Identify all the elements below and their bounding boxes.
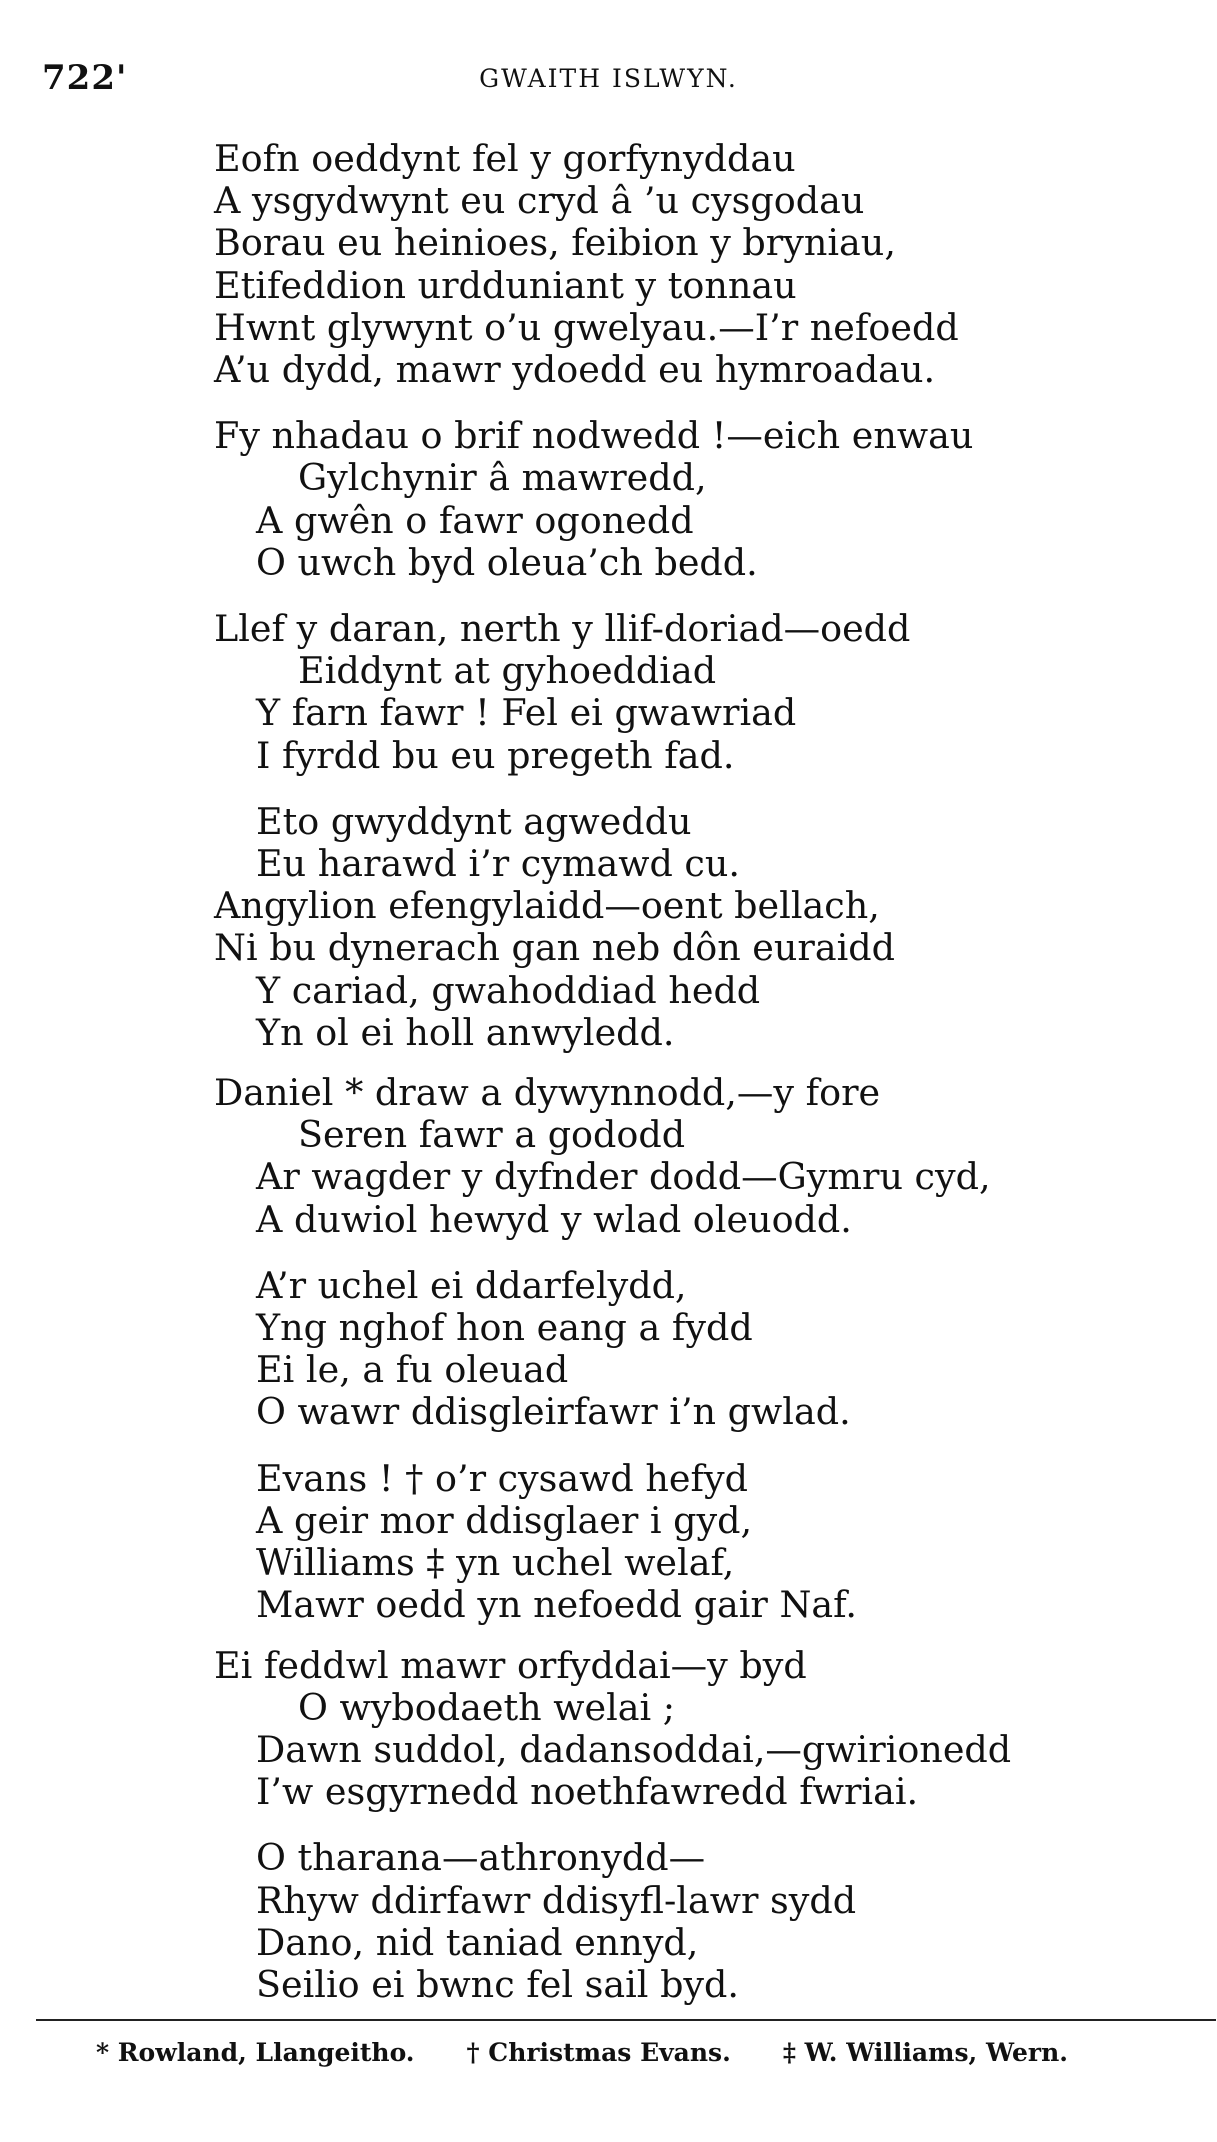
poem-line: Eto gwyddynt agweddu (256, 799, 692, 843)
stanza (214, 1072, 1194, 1241)
poem-line: Y farn fawr ! Fel ei gwawriad (256, 691, 797, 735)
poem-line: Hwnt glywynt o’u gwelyau.—I’r nefoedd (214, 305, 959, 349)
poem-line: Rhyw ddirfawr ddisyfl-lawr sydd (256, 1878, 857, 1922)
poem-line: Evans ! † o’r cysawd hefyd (256, 1456, 748, 1500)
poem-line: Gylchynir â mawredd, (298, 456, 707, 500)
page-number: 722' (42, 58, 128, 98)
footnote-1: * Rowland, Llangeitho. (96, 2038, 415, 2067)
poem-line: O uwch byd oleua’ch bedd. (256, 540, 758, 584)
stanza (214, 1458, 1194, 1627)
poem-line: O tharana—athronydd— (256, 1836, 706, 1880)
stanza (214, 1645, 1194, 1814)
poem-line: Mawr oedd yn nefoedd gair Naf. (256, 1583, 857, 1627)
poem-line: Y cariad, gwahoddiad hedd (256, 968, 761, 1012)
poem-line: Ei feddwl mawr orfyddai—y byd (214, 1643, 807, 1687)
poem-line: Fy nhadau o brif nodwedd !—eich enwau (214, 414, 974, 458)
poem-line: Eu harawd i’r cymawd cu. (256, 842, 740, 886)
poem-line: I’w esgyrnedd noethfawredd fwriai. (256, 1770, 919, 1814)
poem-line: Angylion efengylaidd—oent bellach, (214, 884, 880, 928)
poem-line: Seilio ei bwnc fel sail byd. (256, 1962, 740, 2006)
poem-line: A’u dydd, mawr ydoedd eu hymroadau. (214, 348, 936, 392)
poem-line: Ni bu dynerach gan neb dôn euraidd (214, 926, 896, 970)
poem-line: A’r uchel ei ddarfelydd, (256, 1263, 687, 1307)
poem-line: Etifeddion urdduniant y tonnau (214, 263, 797, 307)
poem-body (214, 138, 1194, 2024)
poem-line: A duwiol hewyd y wlad oleuodd. (256, 1197, 852, 1241)
footnotes (96, 2038, 1196, 2067)
stanza (214, 801, 1194, 1054)
footnote-3: ‡ W. Williams, Wern. (782, 2038, 1068, 2067)
poem-line: Ar wagder y dyfnder dodd—Gymru cyd, (256, 1155, 991, 1199)
poem-line: Yn ol ei holl anwyledd. (256, 1010, 675, 1054)
running-title: GWAITH ISLWYN. (479, 64, 738, 93)
stanza (214, 415, 1194, 584)
poem-line: I fyrdd bu eu pregeth fad. (256, 733, 735, 777)
stanza (214, 1265, 1194, 1434)
poem-line: A geir mor ddisglaer i gyd, (256, 1498, 753, 1542)
poem-line: A ysgydwynt eu cryd â ’u cysgodau (214, 179, 865, 223)
stanza (214, 1837, 1194, 2006)
poem-line: Llef y daran, nerth y llif-doriad—oedd (214, 607, 911, 651)
poem-line: Eiddynt at gyhoeddiad (298, 649, 717, 693)
poem-line: O wawr ddisgleirfawr i’n gwlad. (256, 1390, 851, 1434)
poem-line: Seren fawr a gododd (298, 1113, 686, 1157)
poem-line: Williams ‡ yn uchel welaf, (256, 1541, 735, 1585)
stanza (214, 138, 1194, 391)
stanza (214, 608, 1194, 777)
poem-line: A gwên o fawr ogonedd (256, 498, 694, 542)
poem-line: Eofn oeddynt fel y gorfynyddau (214, 137, 796, 180)
poem-line: Ei le, a fu oleuad (256, 1348, 569, 1392)
footnote-2: † Christmas Evans. (466, 2038, 731, 2067)
poem-line: O wybodaeth welai ; (298, 1685, 676, 1729)
poem-line: Daniel * draw a dywynnodd,—y fore (214, 1071, 881, 1115)
poem-line: Borau eu heinioes, feibion y bryniau, (214, 221, 896, 265)
poem-line: Dawn suddol, dadansoddai,—gwirionedd (256, 1727, 1012, 1771)
poem-line: Dano, nid taniad ennyd, (256, 1920, 699, 1964)
poem-line: Yng nghof hon eang a fydd (256, 1306, 753, 1350)
footnote-divider (36, 2019, 1216, 2021)
